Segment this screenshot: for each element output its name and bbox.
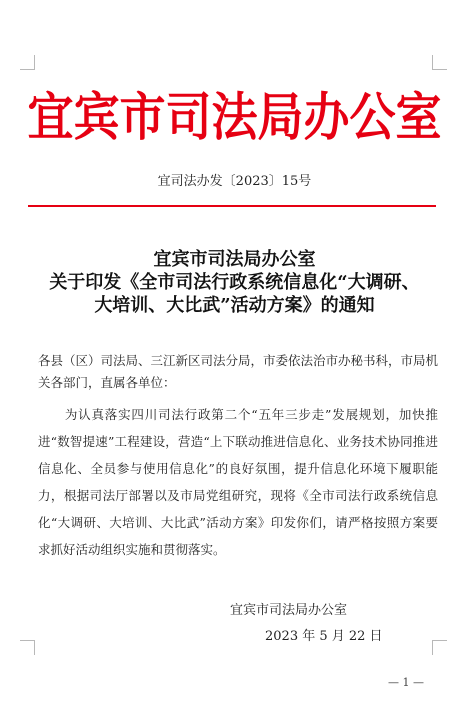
crop-mark-top-right: [432, 55, 447, 70]
signature-organization: 宜宾市司法局办公室: [230, 603, 348, 618]
document-title: [0, 248, 469, 317]
page-number: — 1 —: [388, 676, 424, 689]
red-divider-rule: [28, 205, 436, 207]
document-number: 宜司法办发〔2023〕15号: [157, 174, 312, 189]
addressee: 各县（区）司法局、三江新区司法分局，市委依法治市办秘书科，市局机关各部门，直属各单位：: [38, 353, 439, 390]
crop-mark-bottom-left: [20, 640, 35, 655]
crop-mark-top-left: [20, 55, 35, 70]
agency-header: 宜宾市司法局办公室: [27, 86, 442, 148]
body-paragraph-text: 为认真落实四川司法行政第二个“五年三步走”发展规划，加快推进“数智提速”工程建设，营造“上下联动推进信息化、业务技术协同推进信息化、全员参与使用信息化”的良好氛围，提升信息化环境下履职能力，根据司法厅部署以及市局党组研究，现将《全市司法行政系统信息化“大调研、大培训、大比武”活动方案》印发你们，请严格按照方案要求抓好活动组织实施和贯彻落实。: [38, 407, 438, 557]
title-line-2: 关于印发《全市司法行政系统信息化“大调研、: [49, 272, 420, 293]
body-paragraph: [38, 401, 438, 563]
signature-date: 2023 年 5 月 22 日: [265, 629, 383, 644]
title-line-3: 大培训、大比武”活动方案》的通知: [94, 295, 375, 316]
title-line-1: 宜宾市司法局办公室: [153, 249, 316, 270]
crop-mark-bottom-right: [432, 640, 447, 655]
